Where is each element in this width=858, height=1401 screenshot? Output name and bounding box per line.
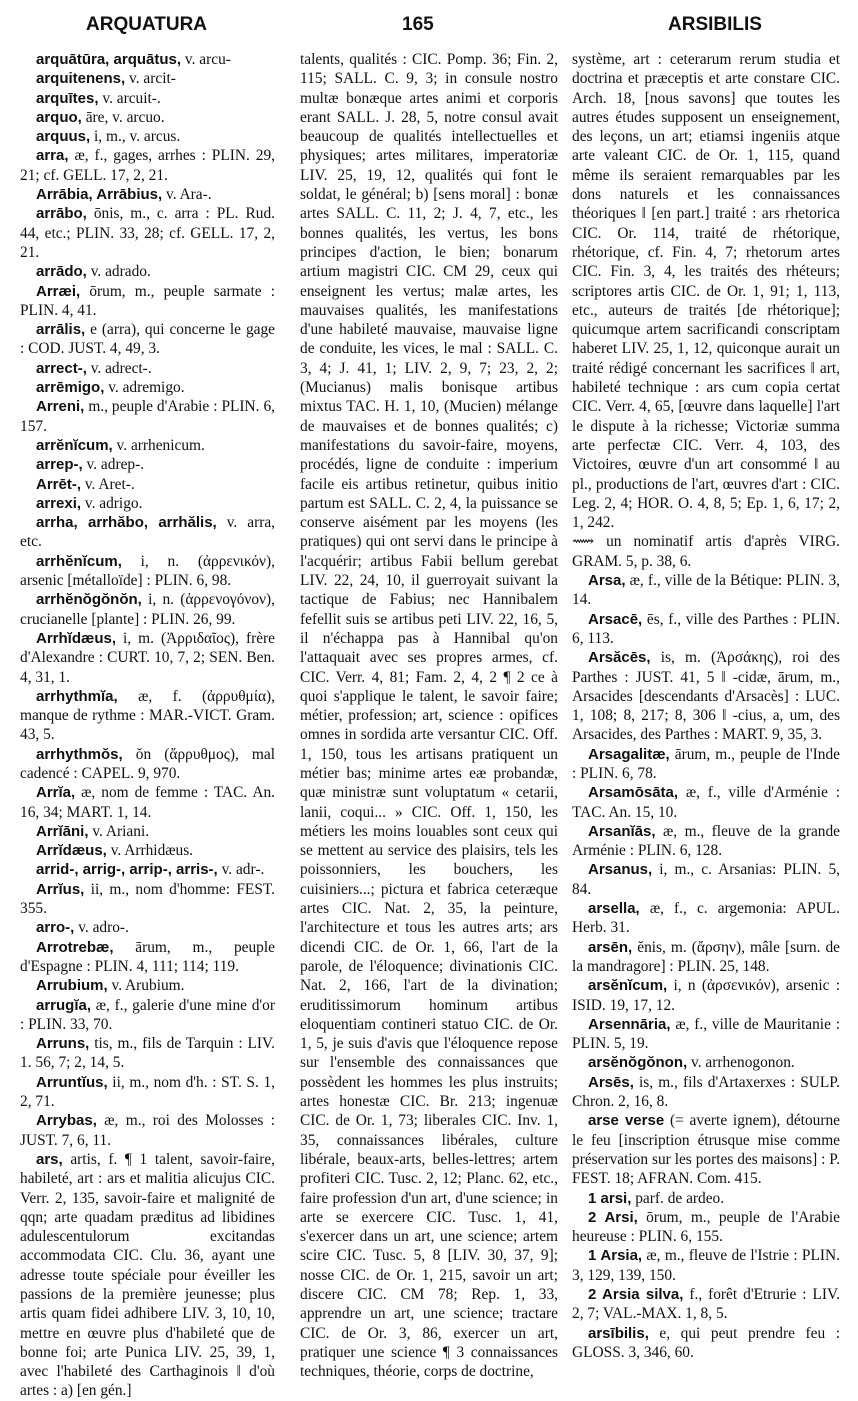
entry-headword: arrādo, bbox=[36, 263, 87, 281]
entry-headword: arsībilis, bbox=[588, 1324, 649, 1342]
dictionary-entry bbox=[20, 50, 275, 69]
dictionary-entry bbox=[20, 552, 275, 591]
entry-headword: arrexi, bbox=[36, 494, 82, 512]
entry-headword: arrēmigo, bbox=[36, 379, 105, 397]
header-left-word: ARQUATURA bbox=[86, 14, 208, 35]
entry-headword: arsēn, bbox=[588, 938, 633, 956]
entry-text: v. Aret-. bbox=[81, 475, 135, 493]
entry-headword: Arsacē, bbox=[588, 610, 643, 628]
entry-text: is, m. (Ἀρσάκης), roi des Parthes : JUST. 41, 5 ‖ -cidæ, ārum, m., Arsacides [descendants d'Arsacès] : LUC. 1, 108; 8, 217; 8, 306 ‖ -cius, a, um, des Arsacides, des Parthes : MART. 9, 35, 3. bbox=[572, 649, 840, 744]
header-right-word: ARSIBILIS bbox=[668, 14, 762, 35]
dictionary-entry bbox=[20, 282, 275, 321]
entry-headword: arsella, bbox=[588, 900, 640, 918]
dictionary-entry bbox=[572, 745, 840, 784]
dictionary-entry bbox=[572, 822, 840, 861]
entry-headword: arrugĭa, bbox=[36, 996, 92, 1014]
dictionary-entry bbox=[572, 610, 840, 649]
entry-text: v. arrhenogonon. bbox=[687, 1054, 795, 1072]
entry-headword: arrid-, arrig-, arrip-, arris-, bbox=[36, 861, 218, 879]
dictionary-entry bbox=[572, 938, 840, 977]
dictionary-entry bbox=[20, 146, 275, 185]
entry-headword: Arrābia, Arrābius, bbox=[36, 186, 163, 204]
entry-headword: arrābo, bbox=[36, 205, 87, 223]
entry-headword: Arrybas, bbox=[36, 1112, 97, 1130]
entry-text: æ, f., ville de la Bétique: PLIN. 3, 14. bbox=[572, 572, 840, 609]
entry-headword: arrĕnĭcum, bbox=[36, 436, 113, 454]
entry-text: v. adremigo. bbox=[104, 379, 185, 397]
dictionary-entry bbox=[572, 1073, 840, 1112]
dictionary-entry bbox=[20, 1150, 275, 1401]
entry-text: āre, v. arcuo. bbox=[81, 108, 165, 126]
dictionary-entry bbox=[20, 938, 275, 977]
entry-text: v. adrect-. bbox=[86, 359, 152, 377]
entry-headword: 2 Arsia silva, bbox=[588, 1286, 684, 1303]
entry-headword: arrhythmŏs, bbox=[36, 745, 123, 763]
entry-headword: ars, bbox=[36, 1150, 63, 1168]
dictionary-entry bbox=[572, 1053, 840, 1072]
entry-text: v. Arrhidæus. bbox=[106, 842, 194, 860]
dictionary-entry bbox=[300, 50, 558, 1381]
entry-text: ōrum, m., peuple sarmate : PLIN. 4, 41. bbox=[20, 282, 275, 319]
dictionary-entry bbox=[20, 996, 275, 1035]
entry-headword: arrālis, bbox=[36, 321, 86, 339]
dictionary-entry bbox=[20, 590, 275, 629]
entry-headword: Arrhĭdæus, bbox=[36, 629, 117, 647]
entry-headword: Arrēt-, bbox=[36, 475, 82, 493]
entry-headword: arquītes, bbox=[36, 89, 99, 107]
dictionary-entry bbox=[572, 532, 840, 571]
entry-headword: 1 arsi, bbox=[588, 1189, 632, 1207]
entry-text: æ, f., galerie d'une mine d'or : PLIN. 33, 70. bbox=[20, 996, 275, 1033]
entry-text: e, qui peut prendre feu : GLOSS. 3, 346, 60. bbox=[572, 1324, 840, 1361]
entry-text: v. Ara-. bbox=[162, 186, 212, 204]
column-2 bbox=[300, 50, 558, 1381]
entry-text: ēs, f., ville des Parthes : PLIN. 6, 113. bbox=[572, 610, 840, 647]
entry-headword: arrep-, bbox=[36, 456, 83, 474]
entry-text: æ, f., ville de Mauritanie : PLIN. 5, 19. bbox=[572, 1015, 840, 1053]
entry-text: ĕnis, m. (ἄρσην), mâle [surn. de la mandragore] : PLIN. 25, 148. bbox=[572, 938, 840, 975]
dictionary-entry bbox=[20, 687, 275, 745]
entry-headword: Arreni, bbox=[36, 398, 85, 416]
entry-headword: Arsennāria, bbox=[588, 1015, 671, 1033]
dictionary-entry bbox=[572, 899, 840, 938]
entry-text: (= averte ignem), détourne le feu [inscription étrusque mise comme préservation sur les portes des maisons] : P. FEST. 18; AFRAN. Com. 415. bbox=[572, 1112, 840, 1188]
entry-text: v. adro-. bbox=[74, 919, 129, 937]
entry-text: v. adrado. bbox=[86, 263, 151, 281]
entry-text: æ, m., roi des Molosses : JUST. 7, 6, 11. bbox=[20, 1112, 275, 1149]
entry-headword: Arsa, bbox=[588, 572, 626, 590]
entry-text: ōnis, m., c. arra : PL. Rud. 44, etc.; PLIN. 33, 28; cf. GELL. 17, 2, 21. bbox=[20, 205, 275, 261]
entry-text: i, n (ἀρσενικόν), arsenic : ISID. 19, 17, 12. bbox=[572, 977, 840, 1014]
entry-text: v. adrigo. bbox=[81, 494, 143, 512]
dictionary-entry bbox=[20, 918, 275, 937]
entry-text: æ, m., fleuve de la grande Arménie : PLIN. 6, 128. bbox=[572, 822, 840, 860]
entry-text: ārum, m., peuple de l'Inde : PLIN. 6, 78. bbox=[572, 745, 840, 782]
dictionary-entry bbox=[20, 436, 275, 455]
entry-text: ŏn (ἄρρυθμος), mal cadencé : CAPEL. 9, 970. bbox=[20, 745, 275, 782]
entry-text: æ, f., c. argemonia: APUL. Herb. 31. bbox=[572, 900, 840, 937]
dictionary-entry bbox=[572, 1246, 840, 1285]
entry-headword: arrhĕnĭcum, bbox=[36, 552, 122, 570]
entry-text: parf. de ardeo. bbox=[631, 1189, 725, 1207]
entry-headword: Arrĭus, bbox=[36, 880, 85, 898]
entry-text: ii, m., nom d'homme: FEST. 355. bbox=[20, 880, 275, 918]
entry-headword: Arruntĭus, bbox=[36, 1073, 108, 1091]
entry-text: ōrum, m., peuple de l'Arabie heureuse : PLIN. 6, 155. bbox=[572, 1208, 840, 1246]
entry-text: v. arcuit-. bbox=[98, 89, 161, 107]
entry-headword: arrect-, bbox=[36, 359, 87, 377]
entry-text: f., forêt d'Etrurie : LIV. 2, 7; VAL.-MAX. 1, 8, 5. bbox=[572, 1286, 841, 1323]
dictionary-entry bbox=[20, 822, 275, 841]
dictionary-entry bbox=[20, 359, 275, 378]
entry-headword: Arsēs, bbox=[588, 1073, 634, 1091]
entry-headword: arquo, bbox=[36, 108, 82, 126]
dictionary-entry bbox=[20, 629, 275, 687]
entry-text: v. Arubium. bbox=[107, 977, 185, 995]
entry-text: i, m. (Ἀρριδαῖος), frère d'Alexandre : CURT. 10, 7, 2; SEN. Ben. 4, 31, 1. bbox=[20, 629, 275, 686]
dictionary-entry bbox=[572, 1111, 840, 1188]
dictionary-entry bbox=[572, 783, 840, 822]
entry-headword: Arræi, bbox=[36, 282, 81, 300]
entry-headword: Arsanĭās, bbox=[588, 822, 656, 840]
entry-headword: arquus, bbox=[36, 128, 91, 146]
entry-text: is, m., fils d'Artaxerxes : SULP. Chron. 2, 16, 8. bbox=[572, 1073, 840, 1111]
entry-text: æ, m., fleuve de l'Istrie : PLIN. 3, 129, 139, 150. bbox=[572, 1247, 840, 1284]
page-number: 165 bbox=[402, 14, 434, 35]
dictionary-entry bbox=[20, 397, 275, 436]
dictionary-entry bbox=[20, 783, 275, 822]
entry-text: i, n. (ἀρρενικόν), arsenic [métalloïde] : PLIN. 6, 98. bbox=[20, 552, 275, 590]
dictionary-entry bbox=[572, 1208, 840, 1247]
dictionary-entry bbox=[20, 455, 275, 474]
dictionary-entry bbox=[20, 69, 275, 88]
entry-headword: arsĕnĭcum, bbox=[588, 977, 668, 995]
entry-headword: Arsagalitæ, bbox=[588, 745, 670, 763]
entry-headword: 1 Arsia, bbox=[588, 1247, 643, 1265]
dictionary-entry bbox=[572, 571, 840, 610]
entry-headword: Arsanus, bbox=[588, 861, 653, 879]
dictionary-entry bbox=[572, 50, 840, 532]
entry-headword: arquitenens, bbox=[36, 70, 126, 88]
column-1 bbox=[20, 50, 275, 1400]
entry-text: v. arcit- bbox=[125, 70, 176, 88]
dictionary-entry bbox=[20, 204, 275, 262]
dictionary-entry bbox=[572, 1324, 840, 1363]
dictionary-entry bbox=[20, 108, 275, 127]
entry-text: système, art : ceterarum rerum studia et doctrina et præceptis et arte constare CIC. Arch. 18, [nous savons] que toutes les autres études supposent un enseignement, des leçons, un art; etiamsi ingeniis atque arte valeant CIC. de Or. 1, 115, quand même ils seraient remarquables par les dons naturels et les connaissances théoriques ‖ [en part.] traité : ars rhetorica CIC. Or. 114, traité de rhétorique, rhétorique, cf. Fin. 4, 7; rhetorum artes CIC. Fin. 3, 4, les traités des rhéteurs; scriptores artis CIC. de Or. 1, 91; 1, 113, etc., auteurs de traités [de rhétorique]; quicumque artem sacrificandi conscriptam haberet LIV. 25, 1, 12, quiconque aurait un traité rédigé concernant les sacrifices ‖ art, habileté technique : ars cum copia certat CIC. Verr. 4, 65, [œuvre dans laquelle] l'art le dispute à la richesse; Victoriæ summa arte perfectæ CIC. Verr. 4, 103, des Victoires, œuvre d'un art consommé ‖ au pl., productions de l'art, œuvres d'art : CIC. Leg. 2, 4; HOR. O. 4, 8, 5; Ep. 1, 6, 17; 2, 1, 242. bbox=[572, 51, 840, 532]
entry-text: v. arra, etc. bbox=[20, 514, 275, 551]
dictionary-entry bbox=[20, 320, 275, 359]
entry-text: v. adr-. bbox=[217, 861, 265, 879]
dictionary-entry bbox=[20, 745, 275, 784]
entry-text: e (arra), qui concerne le gage : COD. JUST. 4, 49, 3. bbox=[20, 321, 275, 358]
entry-headword: Arrĭāni, bbox=[36, 822, 89, 840]
entry-headword: Arsăcēs, bbox=[588, 649, 651, 667]
dictionary-entry bbox=[20, 1073, 275, 1112]
dictionary-entry bbox=[20, 494, 275, 513]
dictionary-entry bbox=[20, 880, 275, 919]
running-header bbox=[0, 14, 858, 44]
dictionary-entry bbox=[20, 841, 275, 860]
dictionary-entry bbox=[572, 1189, 840, 1208]
entry-headword: Arrubium, bbox=[36, 977, 108, 995]
dictionary-entry bbox=[20, 127, 275, 146]
column-3 bbox=[572, 50, 841, 1361]
dictionary-entry bbox=[572, 860, 840, 899]
entry-headword: 2 Arsi, bbox=[588, 1208, 638, 1226]
dictionary-entry bbox=[20, 976, 275, 995]
entry-text: i, n. (ἀρρενογόνον), crucianelle [plante] : PLIN. 26, 99. bbox=[20, 591, 275, 628]
entry-headword: Arsamōsāta, bbox=[588, 784, 679, 802]
entry-headword: arsĕnŏgŏnon, bbox=[588, 1054, 688, 1072]
entry-text: ii, m., nom d'h. : ST. S. 1, 2, 71. bbox=[20, 1073, 275, 1111]
entry-headword: arse verse bbox=[588, 1112, 665, 1130]
dictionary-entry bbox=[20, 1111, 275, 1150]
entry-headword: Arrotrebæ, bbox=[36, 938, 114, 956]
entry-text: æ, f. (ἀρρυθμία), manque de rythme : MAR.-VICT. Gram. 43, 5. bbox=[20, 687, 275, 744]
entry-text: tis, m., fils de Tarquin : LIV. 1. 56, 7; 2, 14, 5. bbox=[20, 1035, 275, 1072]
entry-text: m., peuple d'Arabie : PLIN. 6, 157. bbox=[20, 398, 275, 435]
dictionary-entry bbox=[20, 262, 275, 281]
entry-headword: arra, bbox=[36, 147, 69, 165]
entry-text: i, m., v. arcus. bbox=[90, 128, 181, 146]
entry-headword: Arrĭa, bbox=[36, 784, 76, 802]
dictionary-entry bbox=[20, 513, 275, 552]
dictionary-entry bbox=[20, 860, 275, 879]
dictionary-entry bbox=[572, 648, 840, 744]
dictionary-entry bbox=[572, 976, 840, 1015]
entry-text: æ, nom de femme : TAC. An. 16, 34; MART. 1, 14. bbox=[20, 784, 275, 821]
entry-headword: Arruns, bbox=[36, 1035, 90, 1053]
entry-headword: Arrĭdæus, bbox=[36, 842, 107, 860]
entry-text: æ, f., gages, arrhes : PLIN. 29, 21; cf. GELL. 17, 2, 21. bbox=[20, 147, 275, 184]
entry-text: æ, f., ville d'Arménie : TAC. An. 15, 10. bbox=[572, 784, 840, 821]
entry-text: v. Ariani. bbox=[88, 822, 150, 840]
entry-text: v. arrhenicum. bbox=[112, 436, 205, 454]
entry-text: artis, f. ¶ 1 talent, savoir-faire, habileté, art : ars et malitia alicujus CIC. Verr. 2, 135, savoir-faire et malignité de qqn; arte quadam præditus ad libidines adulescentulorum excitandas accommodata CIC. Clu. 36, ayant une adresse toute spéciale pour éveiller les passions de la première jeunesse; plus artis quam fidei adhibere LIV. 3, 10, 10, mettre en œuvre plus d'habileté que de bonne foi; arte Punica LIV. 25, 39, 1, avec l'habileté des Carthaginois ‖ d'où artes : a) [en gén.] bbox=[20, 1150, 275, 1400]
entry-headword: arrhythmĭa, bbox=[36, 687, 118, 705]
dictionary-entry bbox=[20, 89, 275, 108]
entry-text: ārum, m., peuple d'Espagne : PLIN. 4, 111; 114; 119. bbox=[20, 938, 275, 975]
dictionary-entry bbox=[20, 378, 275, 397]
entry-text: v. adrep-. bbox=[82, 456, 145, 474]
entry-headword: arrhĕnŏgŏnŏn, bbox=[36, 591, 142, 609]
entry-headword: arro-, bbox=[36, 919, 75, 937]
entry-headword: arrha, arrhăbo, arrhălis, bbox=[36, 514, 217, 532]
dictionary-entry bbox=[20, 475, 275, 494]
entry-headword: arquātūra, arquātus, bbox=[36, 51, 182, 68]
entry-text: i, m., c. Arsanias: PLIN. 5, 84. bbox=[572, 861, 840, 898]
dictionary-entry bbox=[572, 1285, 840, 1324]
entry-text: talents, qualités : CIC. Pomp. 36; Fin. 2, 115; SALL. C. 9, 3; in consule nostro multæ bonæque artes animi et corporis erant SALL. J. 28, 5, notre consul avait beaucoup de qualités intellectuelles et physiques; artes militares, imperatoriæ LIV. 25, 19, 12, qualités qui font le soldat, le général; b) [sens moral] : bonæ artes SALL. C. 11, 2; J. 4, 7, etc., les bonnes qualités, les vertus, les bons principes d'action, le bien; bonarum artium magistri CIC. CM 29, ceux qui enseignent les vertus; malæ artes, les mauvaises qualités, les manifestations d'une habileté mauvaise, mauvaise ligne de conduite, les vices, le mal : SALL. C. 3, 4; J. 41, 1; LIV. 2, 9, 7; 23, 2, 2; (Mucianus) malis bonisque artibus mixtus TAC. H. 1, 10, (Mucien) mélange de mauvaises et de bonnes qualités; c) manifestations du savoir-faire, moyens, procédés, ligne de conduite : imperium facile eis artibus retinetur, quibus initio partum est SALL. C. 2, 4, la puissance se conserve aisément par les moyens (les pratiques) qui ont servi dans le principe à l'acquérir; artibus Fabii bellum gerebat LIV. 22, 24, 10, il guerroyait suivant la tactique de Fabius; nec Hannibalem fefellit suis se artibus peti LIV. 22, 16, 5, il n'échappa pas à Hannibal qu'on l'attaquait avec ses propres armes, cf. CIC. Verr. 4, 81; Fam. 2, 4, 2 ¶ 2 ce à quoi s'applique le talent, le savoir faire; métier, profession; art, science : opifices omnes in sordida arte versantur CIC. Off. 1, 150, tous les artisans pratiquent un métier bas; minime artes eæ probandæ, quæ ministræ sunt voluptatum « cetarii, lanii, coqui... » CIC. Off. 1, 150, les métiers les moins louables sont ceux qui se mettent au service des plaisirs, tels les poissonniers, les bouchers, les cuisiniers...; pictura et fabrica ceteræque artes CIC. Nat. 2, 35, la peinture, l'architecture et tous les autres arts; ars dicendi CIC. de Or. 1, 66, l'art de la parole, de l'éloquence; divinationis CIC. Nat. 2, 166, l'art de la divination; eruditissimorum hominum artibus eloquentiam contineri statuo CIC. de Or. 1, 5, je suis d'avis que l'éloquence repose sur l'ensemble des connaissances que possèdent les hommes les plus instruits; artes honestæ CIC. Br. 213; ingenuæ CIC. de Or. 1, 73; liberales CIC. Inv. 1, 35, connaissances libérales, culture libérale, beaux-arts, belles-lettres; artem profiteri CIC. Tusc. 2, 12; Planc. 62, etc., faire profession d'un art, d'une science; in arte se exercere CIC. Tusc. 1, 41, s'exercer dans un art, une science; artem scire CIC. Tusc. 5, 8 [LIV. 30, 37, 9]; nosse CIC. de Or. 1, 215, savoir un art; discere CIC. CM 78; Rep. 1, 33, apprendre un art, une science; tractare CIC. de Or. 3, 86, exercer un art, pratiquer une science ¶ 3 connaissances techniques, théorie, corps de doctrine, bbox=[300, 51, 558, 1381]
entry-text: v. arcu- bbox=[181, 51, 231, 68]
dictionary-entry bbox=[572, 1015, 840, 1054]
entry-text: ⟿ un nominatif artis d'après VIRG. GRAM. 5, p. 38, 6. bbox=[572, 533, 840, 570]
dictionary-entry bbox=[20, 1034, 275, 1073]
dictionary-entry bbox=[20, 185, 275, 204]
